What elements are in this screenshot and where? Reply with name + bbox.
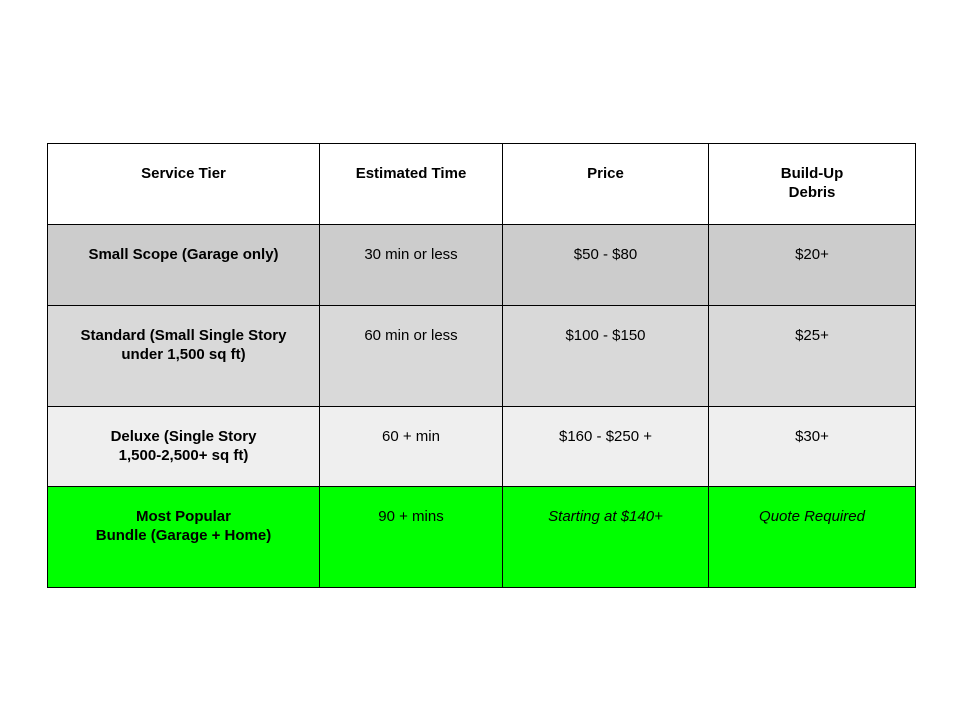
- tier-line: Most Popular: [135, 508, 231, 525]
- debris-cell: $25+: [709, 306, 916, 407]
- tier-line: Standard (Small Single Story: [80, 327, 287, 344]
- debris-cell: $30+: [709, 407, 916, 487]
- service-tier-cell: [48, 306, 320, 407]
- table-row: [48, 407, 916, 487]
- service-tier-cell: [48, 225, 320, 306]
- table-header-row: [48, 144, 916, 225]
- estimated-time-cell: 60 min or less: [320, 306, 503, 407]
- service-tier-cell: [48, 487, 320, 588]
- debris-cell: Quote Required: [709, 487, 916, 588]
- header-price: [503, 144, 709, 225]
- pricing-table: [47, 143, 916, 588]
- header-estimated-time: [320, 144, 503, 225]
- header-line: Debris: [788, 184, 836, 201]
- debris-cell: $20+: [709, 225, 916, 306]
- estimated-time-cell: 90 + mins: [320, 487, 503, 588]
- header-line: Estimated Time: [355, 165, 467, 182]
- header-line: Price: [587, 165, 624, 182]
- header-build-up-debris: [709, 144, 916, 225]
- tier-line: 1,500-2,500+ sq ft): [118, 447, 249, 464]
- table-row: [48, 225, 916, 306]
- tier-line: Small Scope (Garage only): [88, 246, 279, 263]
- price-cell: $160 - $250 +: [503, 407, 709, 487]
- tier-line: Bundle (Garage + Home): [95, 527, 272, 544]
- service-tier-cell: [48, 407, 320, 487]
- table-row: [48, 487, 916, 588]
- estimated-time-cell: 30 min or less: [320, 225, 503, 306]
- price-cell: $50 - $80: [503, 225, 709, 306]
- price-cell: Starting at $140+: [503, 487, 709, 588]
- header-line: Service Tier: [141, 165, 226, 182]
- estimated-time-cell: 60 + min: [320, 407, 503, 487]
- tier-line: Deluxe (Single Story: [110, 428, 257, 445]
- header-line: Build-Up: [780, 165, 844, 182]
- header-service-tier: [48, 144, 320, 225]
- price-cell: $100 - $150: [503, 306, 709, 407]
- table-row: [48, 306, 916, 407]
- tier-line: under 1,500 sq ft): [121, 346, 246, 363]
